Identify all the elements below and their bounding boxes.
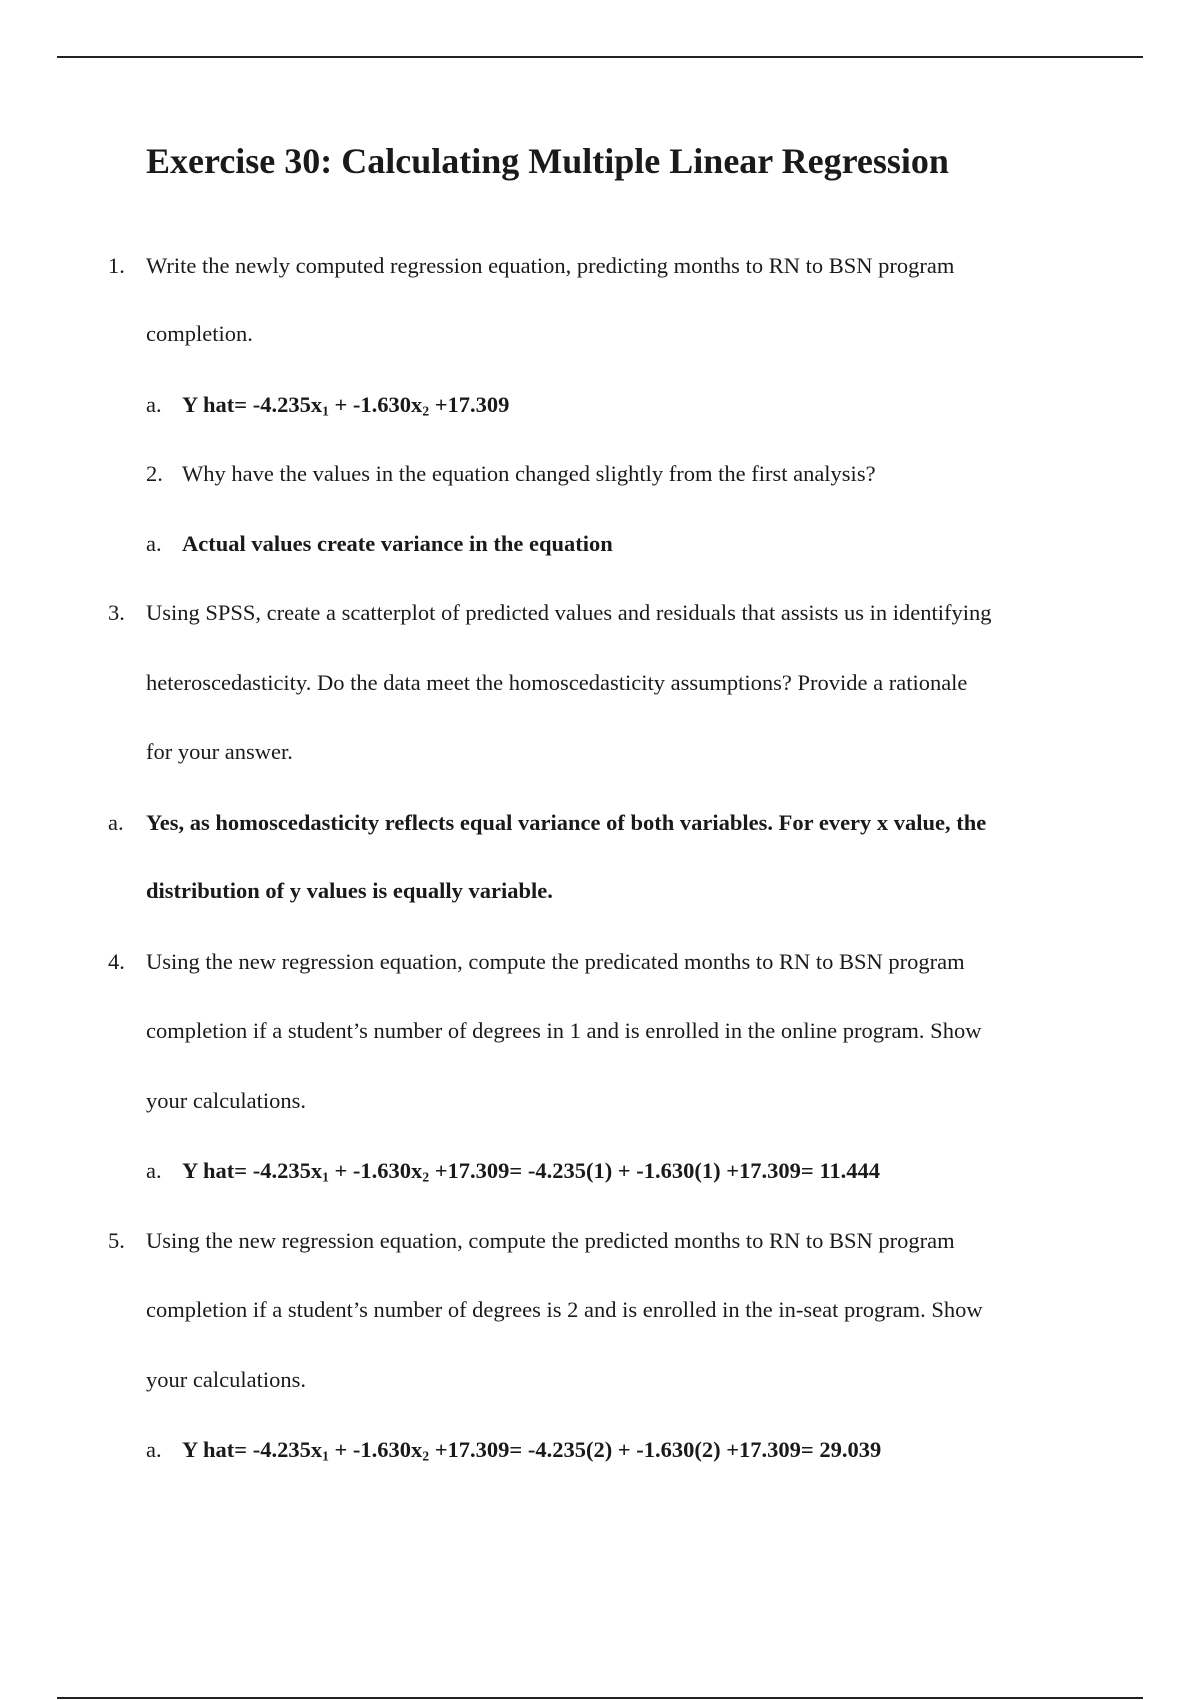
question-number: 3. <box>108 600 125 625</box>
question-text-line: completion if a student’s number of degrees is 2 and is enrolled in the in-seat program. Show <box>146 1297 983 1322</box>
question-number: 5. <box>108 1228 125 1253</box>
answer-equation: Y $hat= -4.235x_1 + -1.630x_2 +17.309= -4.235(1) + -1.630(1) +17.309= 11.444$ <box>182 1158 881 1185</box>
question-number: 2. <box>146 461 163 486</box>
question-text-line: heteroscedasticity. Do the data meet the homoscedasticity assumptions? Provide a rationale <box>146 670 968 695</box>
answer-text-line: Yes, as homoscedasticity reflects equal variance of both variables. For every x value, the <box>146 810 987 835</box>
question-text-line: your calculations. <box>146 1367 306 1392</box>
page-title: Exercise 30: Calculating Multiple Linear Regression <box>146 141 949 181</box>
question-text-line: Write the newly computed regression equation, predicting months to RN to BSN program <box>146 253 955 278</box>
answer-marker: a. <box>108 810 124 835</box>
question-text-line: Using SPSS, create a scatterplot of predicted values and residuals that assists us in identifying <box>146 600 992 625</box>
question-text-line: Why have the values in the equation changed slightly from the first analysis? <box>182 461 876 486</box>
question-text-line: Using the new regression equation, compute the predicated months to RN to BSN program <box>146 949 965 974</box>
question-text-line: completion. <box>146 321 253 346</box>
question-text-line: for your answer. <box>146 739 293 764</box>
question-text-line: your calculations. <box>146 1088 306 1113</box>
top-rule <box>57 56 1143 58</box>
answer-marker: a. <box>146 1158 162 1183</box>
answer-equation: Y $hat= -4.235x_1 + -1.630x_2 +17.309= -4.235(2) + -1.630(2) +17.309= 29.039$ <box>182 1437 882 1464</box>
question-text-line: completion if a student’s number of degrees in 1 and is enrolled in the online program. Show <box>146 1018 982 1043</box>
answer-equation: Y $hat= -4.235x_1 + -1.630x_2 +17.309$ <box>182 392 510 419</box>
answer-marker: a. <box>146 392 162 417</box>
question-number: 1. <box>108 253 125 278</box>
answer-marker: a. <box>146 1437 162 1462</box>
answer-text: Actual values create variance in the equation <box>182 531 613 556</box>
bottom-rule <box>57 1697 1143 1699</box>
answer-marker: a. <box>146 531 162 556</box>
answer-text-line: distribution of y values is equally variable. <box>146 878 553 903</box>
question-number: 4. <box>108 949 125 974</box>
question-text-line: Using the new regression equation, compute the predicted months to RN to BSN program <box>146 1228 955 1253</box>
